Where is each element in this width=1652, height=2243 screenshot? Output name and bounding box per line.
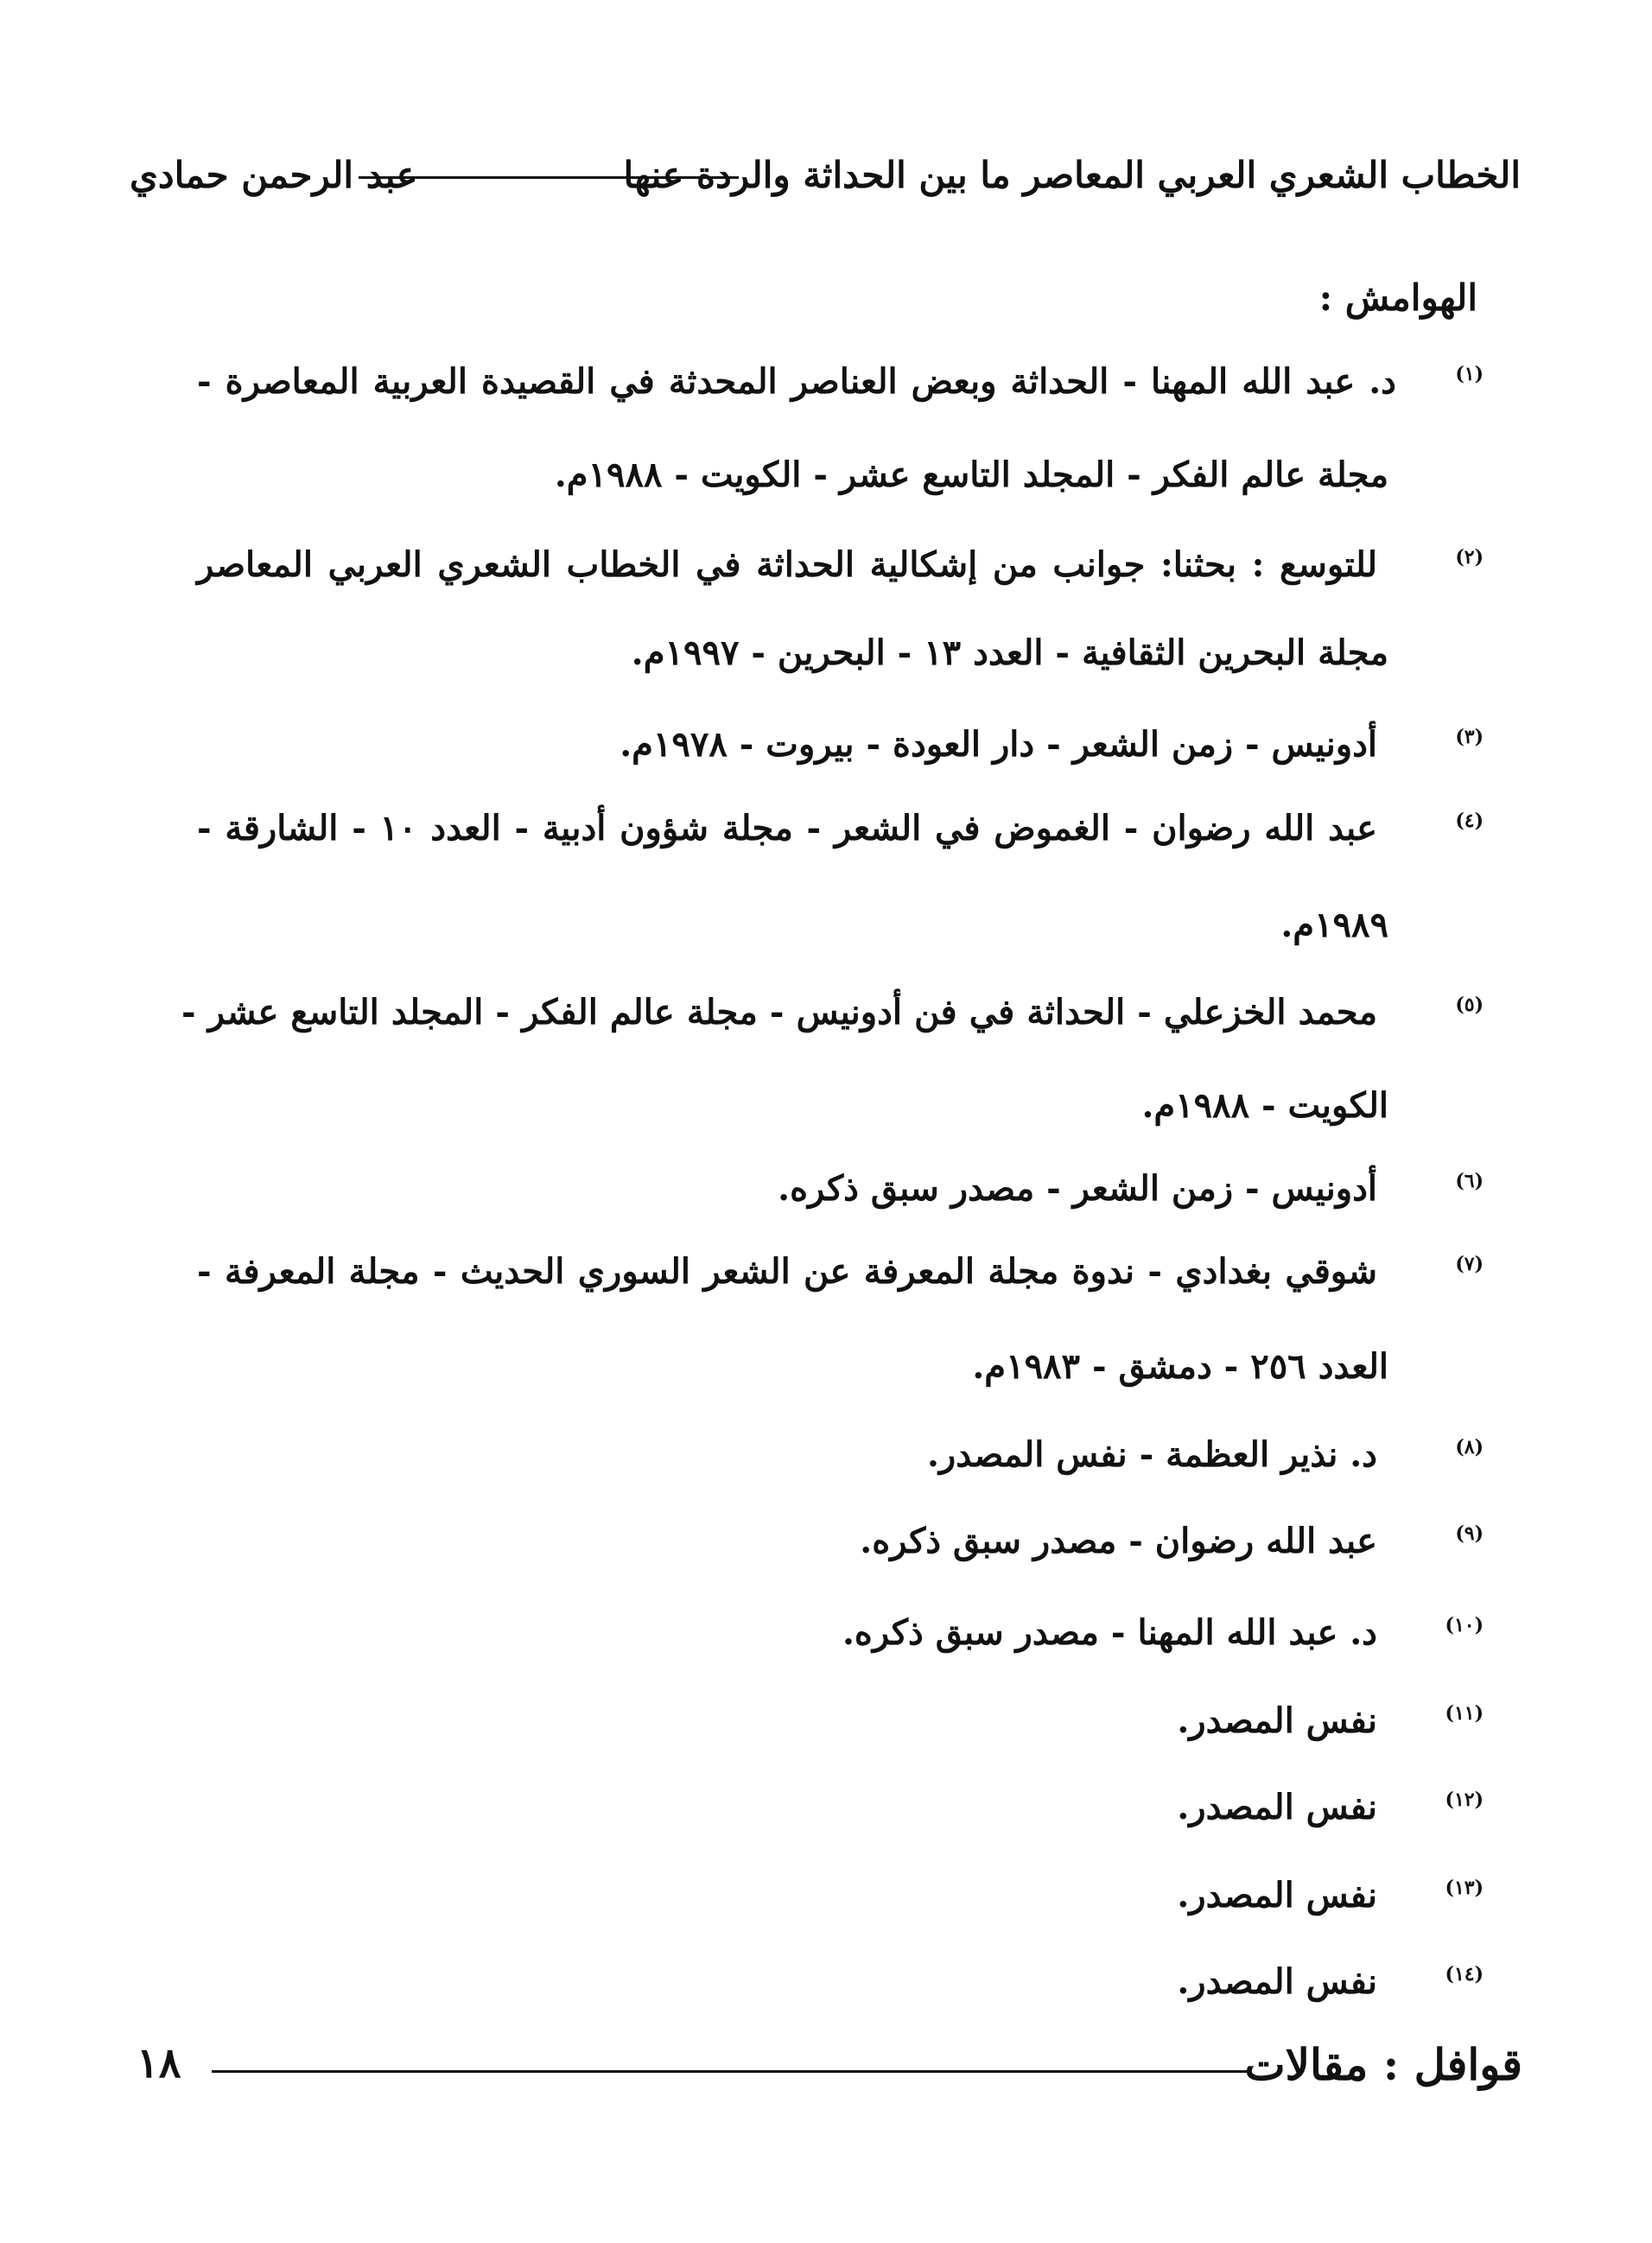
page-footer: [130, 2039, 1522, 2108]
footnote-number: (١٤): [1445, 1963, 1484, 1986]
footnote-line: العدد ٢٥٦ - دمشق - ١٩٨٣م.: [972, 1346, 1388, 1387]
footnote-5: [0, 992, 1652, 1126]
footnote-11: [0, 1700, 1652, 1787]
footer-rule: [212, 2070, 1249, 2073]
page-number: ١٨: [137, 2039, 181, 2087]
footnote-line: نفس المصدر.: [1177, 1961, 1377, 2002]
footnote-number: (٥): [1455, 994, 1484, 1016]
footnote-number: (٤): [1455, 810, 1484, 832]
footnote-number: (٧): [1455, 1253, 1484, 1275]
footnote-number: (٣): [1455, 726, 1484, 748]
footnote-line: ١٩٨٩م.: [1280, 905, 1388, 945]
footnote-14: [0, 1961, 1652, 2048]
footnote-number: (١٠): [1445, 1614, 1484, 1636]
footnote-12: [0, 1787, 1652, 1873]
footnote-number: (٩): [1455, 1522, 1484, 1545]
footnote-7: [0, 1251, 1652, 1387]
footnote-number: (١٢): [1445, 1789, 1484, 1811]
footnote-line: نفس المصدر.: [1177, 1787, 1377, 1827]
footer-label: قوافل : مقالات: [1244, 2039, 1522, 2090]
footnote-10: [0, 1612, 1652, 1699]
footnote-line: الكويت - ١٩٨٨م.: [1141, 1085, 1388, 1126]
footnote-2: [0, 544, 1652, 673]
footnote-line: د. نذير العظمة - نفس المصدر.: [927, 1434, 1377, 1475]
footnote-line: مجلة عالم الفكر - المجلد التاسع عشر - الكويت - ١٩٨٨م.: [554, 454, 1388, 495]
footnote-6: [0, 1168, 1652, 1255]
notes-heading: الهوامش :: [1318, 276, 1477, 319]
footnote-number: (٢): [1455, 546, 1484, 569]
running-header: [130, 154, 1521, 214]
footnote-number: (١): [1455, 363, 1484, 385]
footnote-line: د. عبد الله المهنا - مصدر سبق ذكره.: [842, 1612, 1377, 1653]
footnote-line: محمد الخزعلي - الحداثة في فن أدونيس - مجلة عالم الفكر - المجلد التاسع عشر -: [181, 992, 1377, 1033]
footnote-line: نفس المصدر.: [1177, 1700, 1377, 1741]
footnote-8: [0, 1434, 1652, 1521]
footnote-line: د. عبد الله المهنا - الحداثة وبعض العناصر المحدثة في القصيدة العربية المعاصرة -: [197, 361, 1396, 402]
footnote-number: (٨): [1455, 1436, 1484, 1458]
footnote-3: [0, 724, 1652, 810]
footnote-number: (١١): [1445, 1702, 1484, 1725]
footnote-line: أدونيس - زمن الشعر - دار العودة - بيروت - ١٩٧٨م.: [620, 724, 1377, 765]
footnote-line: عبد الله رضوان - مصدر سبق ذكره.: [860, 1521, 1377, 1561]
footnote-line: نفس المصدر.: [1177, 1875, 1377, 1916]
running-header-title: الخطاب الشعري العربي المعاصر ما بين الحداثة والردة عنها: [623, 154, 1521, 196]
footnote-9: [0, 1521, 1652, 1607]
footnote-4: [0, 808, 1652, 945]
footnote-1: [0, 361, 1652, 495]
footnote-line: أدونيس - زمن الشعر - مصدر سبق ذكره.: [778, 1168, 1377, 1209]
footnote-13: [0, 1875, 1652, 1961]
footnote-line: عبد الله رضوان - الغموض في الشعر - مجلة شؤون أدبية - العدد ١٠ - الشارقة -: [197, 808, 1377, 848]
footnote-number: (٦): [1455, 1170, 1484, 1192]
footnote-line: شوقي بغدادي - ندوة مجلة المعرفة عن الشعر السوري الحديث - مجلة المعرفة -: [197, 1251, 1377, 1292]
footnote-number: (١٣): [1445, 1877, 1484, 1899]
footnote-line: مجلة البحرين الثقافية - العدد ١٣ - البحرين - ١٩٩٧م.: [631, 632, 1388, 673]
running-header-author: عبد الرحمن حمادي: [130, 154, 418, 196]
footnote-line: للتوسع : بحثنا: جوانب من إشكالية الحداثة في الخطاب الشعري العربي المعاصر: [197, 544, 1378, 585]
